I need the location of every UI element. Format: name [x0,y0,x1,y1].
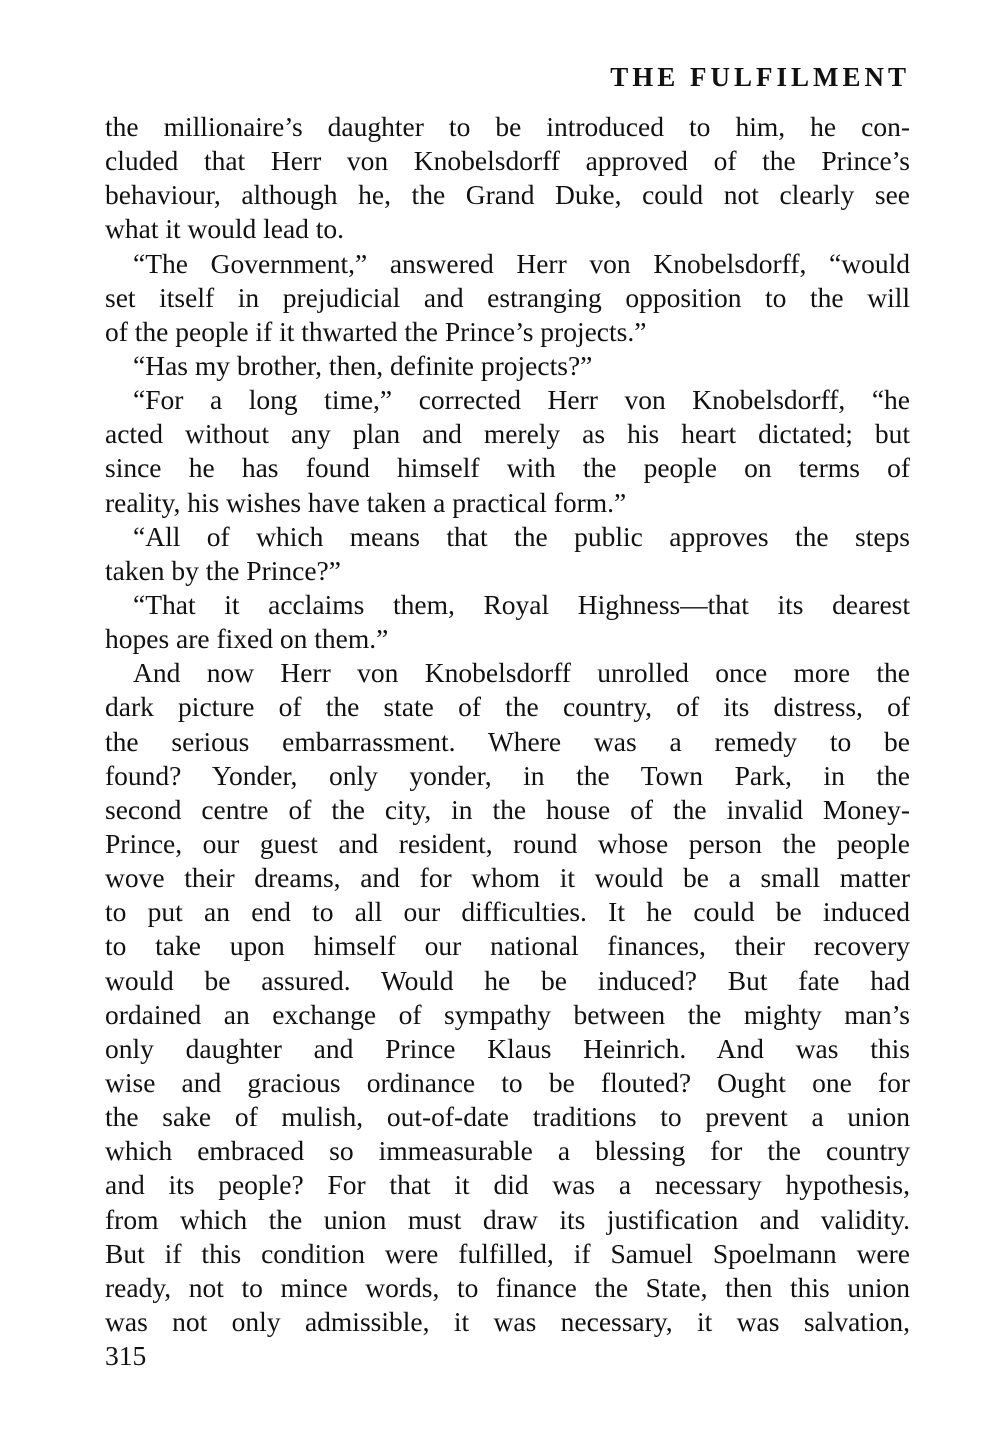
text-line: ready, not to mince words, to finance the State, then this union [105,1271,910,1303]
text-line: “The Government,” answered Herr von Knobelsdorff, “would [133,247,910,279]
text-line: dark picture of the state of the country, of its distress, of [105,691,910,723]
text-line: second centre of the city, in the house of the invalid Money- [105,793,910,825]
text-line: to put an end to all our difficulties. It he could be induced [105,896,910,928]
text-line: “For a long time,” corrected Herr von Knobelsdorff, “he [133,384,910,416]
text-line: behaviour, although he, the Grand Duke, could not clearly see [105,179,910,211]
text-line: what it would lead to. [105,213,345,245]
text-line: found? Yonder, only yonder, in the Town Park, in the [105,759,910,791]
text-line: was not only admissible, it was necessary, it was salvation, [105,1305,910,1337]
text-line: “That it acclaims them, Royal Highness—that its dearest [133,588,910,620]
text-line: reality, his wishes have taken a practical form.” [105,486,627,518]
text-line: wise and gracious ordinance to be flouted? Ought one for [105,1066,910,1098]
text-line: the sake of mulish, out-of-date traditions to prevent a union [105,1101,910,1133]
running-header: THE FULFILMENT [610,62,910,92]
text-line: ordained an exchange of sympathy between the mighty man’s [105,998,910,1030]
text-line: Prince, our guest and resident, round whose person the people [105,827,910,859]
text-line: wove their dreams, and for whom it would be a small matter [105,862,910,894]
page-body-text [105,110,910,1339]
text-line: since he has found himself with the people on terms of [105,452,910,484]
text-line: acted without any plan and merely as his heart dictated; but [105,418,910,450]
text-line: only daughter and Prince Klaus Heinrich. And was this [105,1032,910,1064]
text-line: the millionaire’s daughter to be introduced to him, he con- [105,111,910,142]
text-line: would be assured. Would he be induced? But fate had [105,964,910,996]
text-line: hopes are fixed on them.” [105,623,389,655]
text-line: and its people? For that it did was a necessary hypothesis, [105,1169,910,1201]
text-line: And now Herr von Knobelsdorff unrolled once more the [133,657,910,689]
text-line: from which the union must draw its justification and validity. [105,1203,910,1235]
text-line: which embraced so immeasurable a blessing for the country [105,1135,910,1167]
text-line: “All of which means that the public approves the steps [133,520,910,552]
text-line: But if this condition were fulfilled, if Samuel Spoelmann were [105,1237,910,1269]
text-line: of the people if it thwarted the Prince’s projects.” [105,315,647,347]
text-line: cluded that Herr von Knobelsdorff approved of the Prince’s [105,145,910,177]
text-line: set itself in prejudicial and estranging opposition to the will [105,281,910,313]
text-line: the serious embarrassment. Where was a remedy to be [105,725,910,757]
text-line: “Has my brother, then, definite projects?” [133,349,593,381]
text-line: taken by the Prince?” [105,554,341,586]
text-line: to take upon himself our national finances, their recovery [105,930,910,962]
page-number: 315 [105,1340,147,1371]
